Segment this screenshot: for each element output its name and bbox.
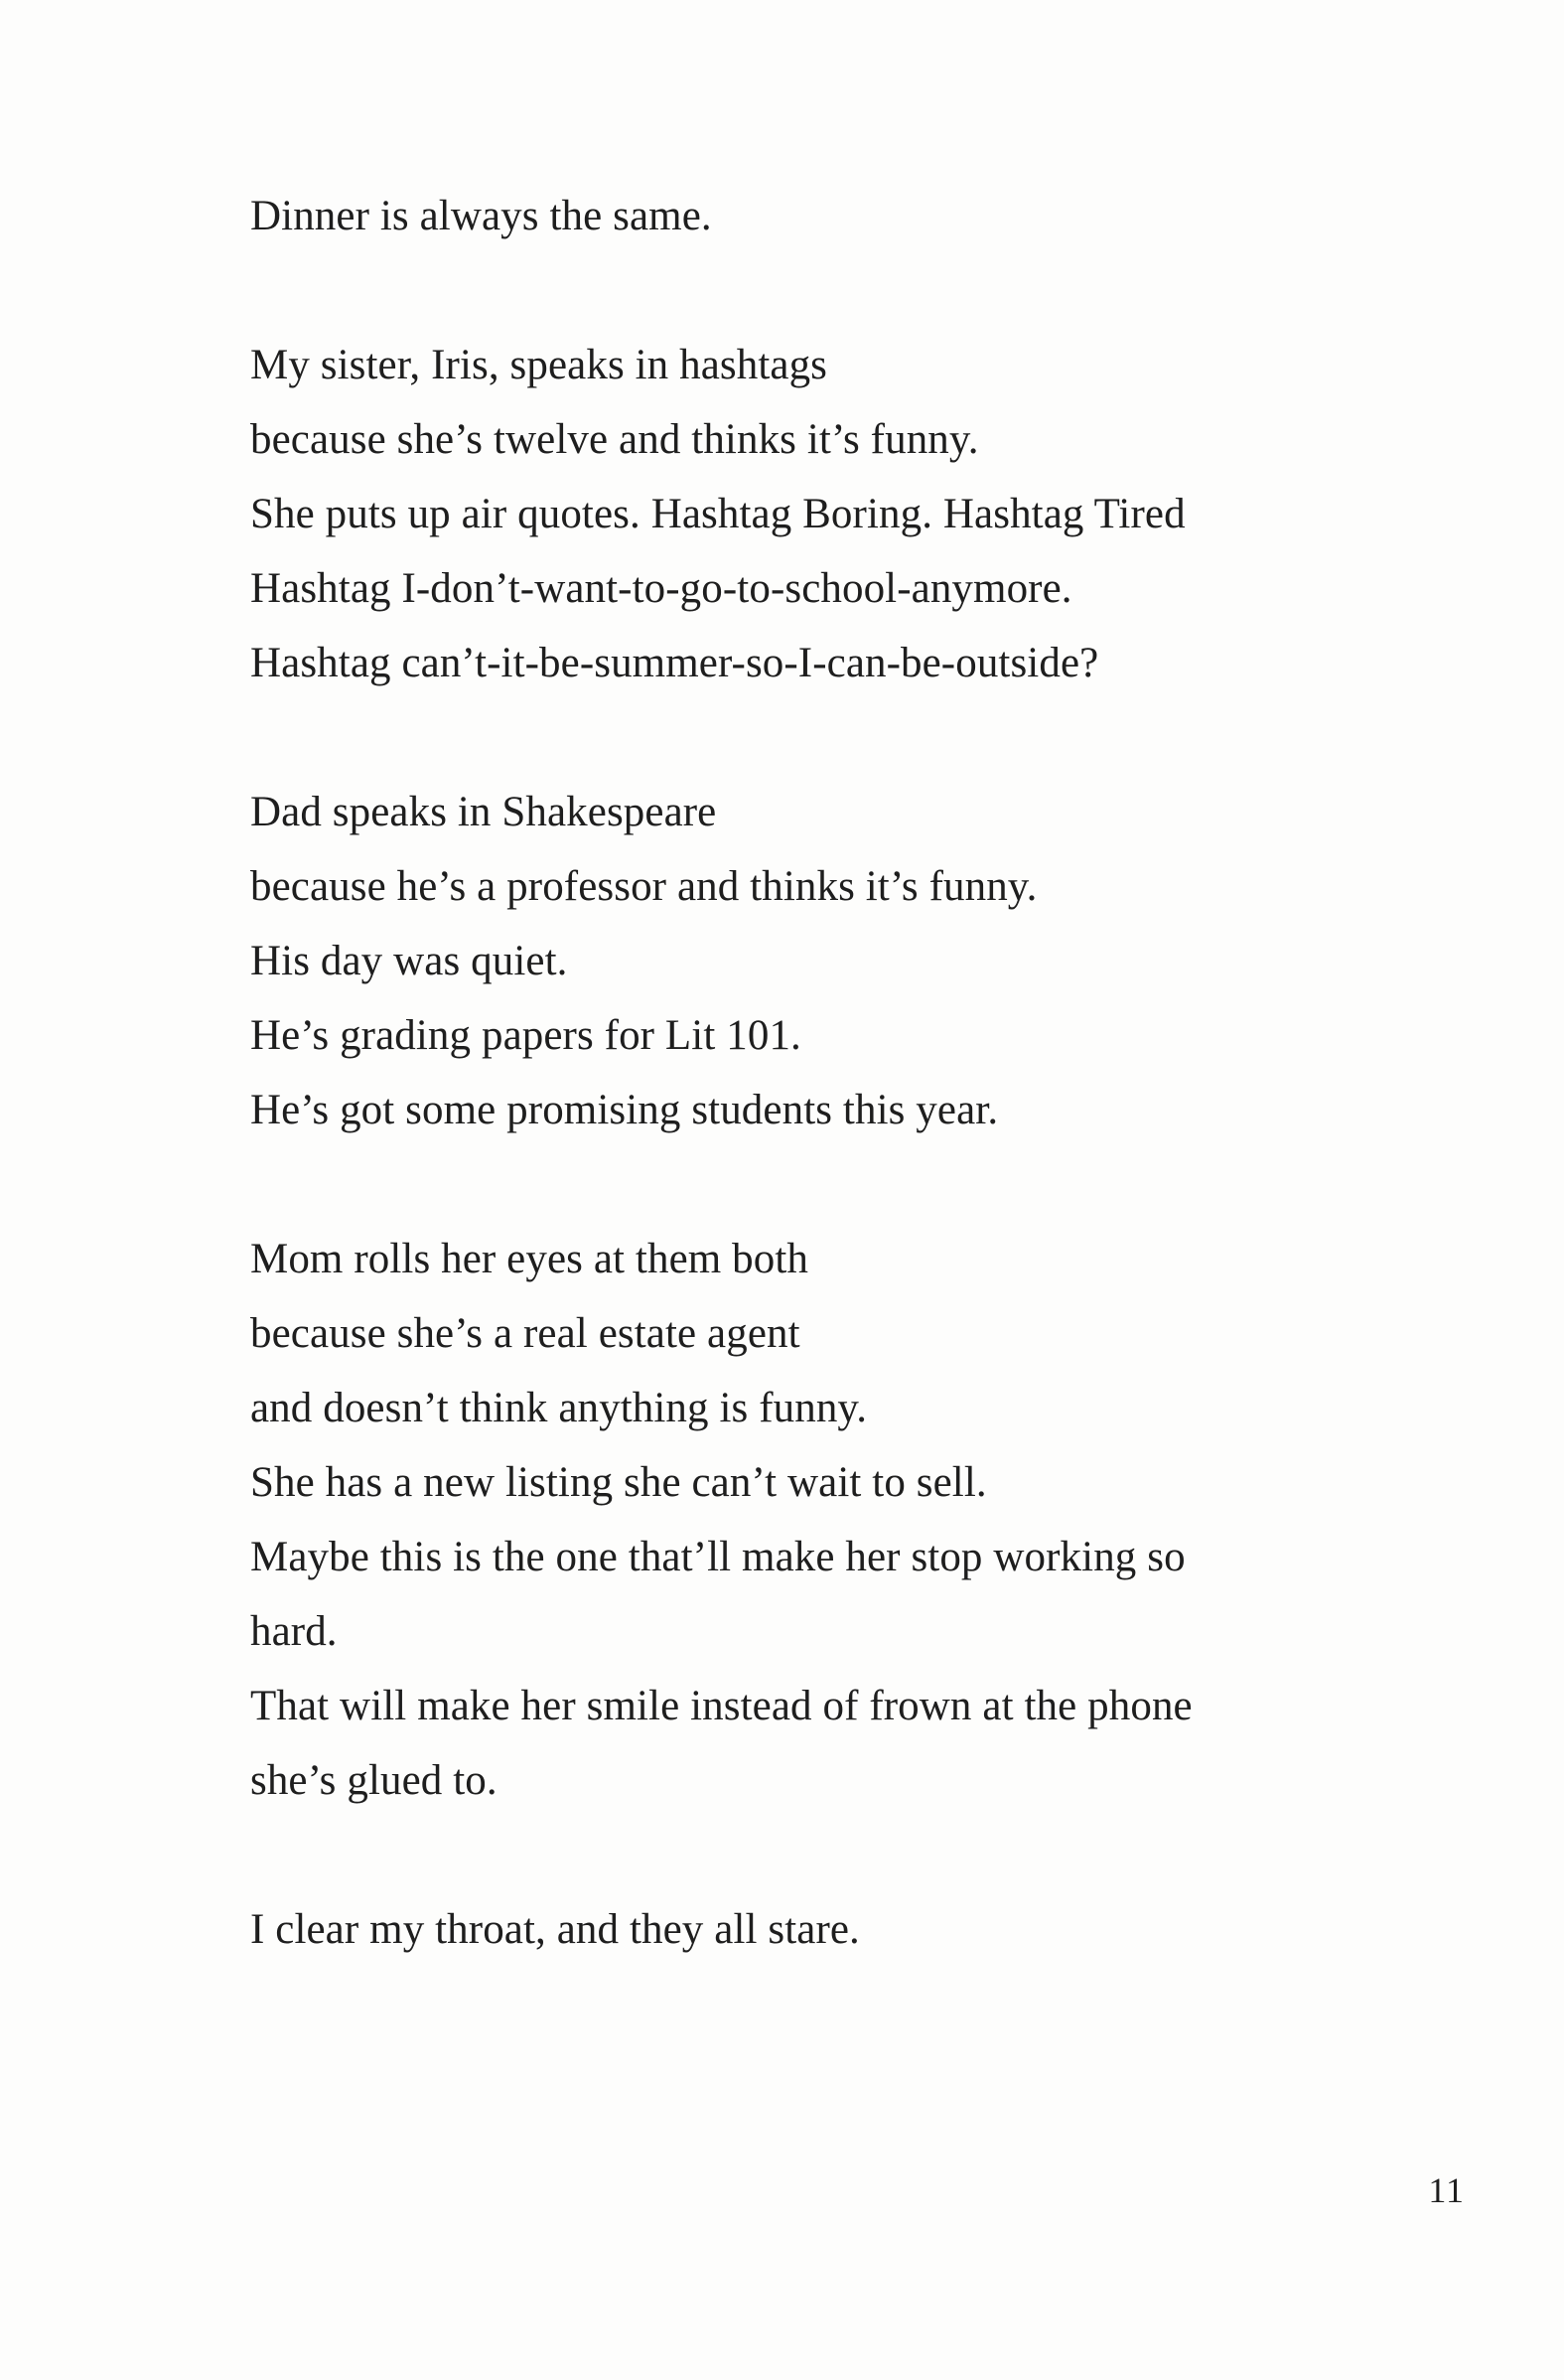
poem-line: Dad speaks in Shakespeare <box>250 789 717 835</box>
poem-line: because she’s twelve and thinks it’s funny. <box>250 416 979 463</box>
stanza-3 <box>250 775 1343 1147</box>
poem-line: I clear my throat, and they all stare. <box>250 1906 860 1953</box>
poem-line: she’s glued to. <box>250 1757 498 1804</box>
poem-line: His day was quiet. <box>250 938 568 984</box>
stanza-4 <box>250 1222 1343 1818</box>
poem-line: My sister, Iris, speaks in hashtags <box>250 342 828 388</box>
poem-line: She puts up air quotes. Hashtag Boring. Hashtag Tired <box>250 491 1186 537</box>
stanza-1 <box>250 179 1343 253</box>
poem-line: She has a new listing she can’t wait to sell. <box>250 1459 987 1506</box>
poem-line: hard. <box>250 1608 338 1655</box>
page-number: 11 <box>1428 2170 1465 2210</box>
poem-line: He’s grading papers for Lit 101. <box>250 1012 801 1059</box>
poem-line: because she’s a real estate agent <box>250 1310 800 1357</box>
stanza-break <box>250 1818 1343 1892</box>
poem-line: Hashtag I-don’t-want-to-go-to-school-anymore. <box>250 565 1072 612</box>
poem-line: Dinner is always the same. <box>250 193 712 239</box>
poem-line: and doesn’t think anything is funny. <box>250 1385 868 1431</box>
stanza-5 <box>250 1892 1343 1967</box>
stanza-2 <box>250 328 1343 700</box>
poem-line: He’s got some promising students this year. <box>250 1087 999 1133</box>
stanza-break <box>250 253 1343 328</box>
poem-line: Hashtag can’t-it-be-summer-so-I-can-be-outside? <box>250 640 1099 686</box>
poem-line: That will make her smile instead of frown at the phone <box>250 1683 1193 1729</box>
poem-line: because he’s a professor and thinks it’s funny. <box>250 863 1038 910</box>
stanza-break <box>250 700 1343 775</box>
stanza-break <box>250 1147 1343 1222</box>
poem-line: Maybe this is the one that’ll make her stop working so <box>250 1534 1186 1580</box>
poem-line: Mom rolls her eyes at them both <box>250 1236 808 1282</box>
poem-body <box>250 179 1343 1967</box>
